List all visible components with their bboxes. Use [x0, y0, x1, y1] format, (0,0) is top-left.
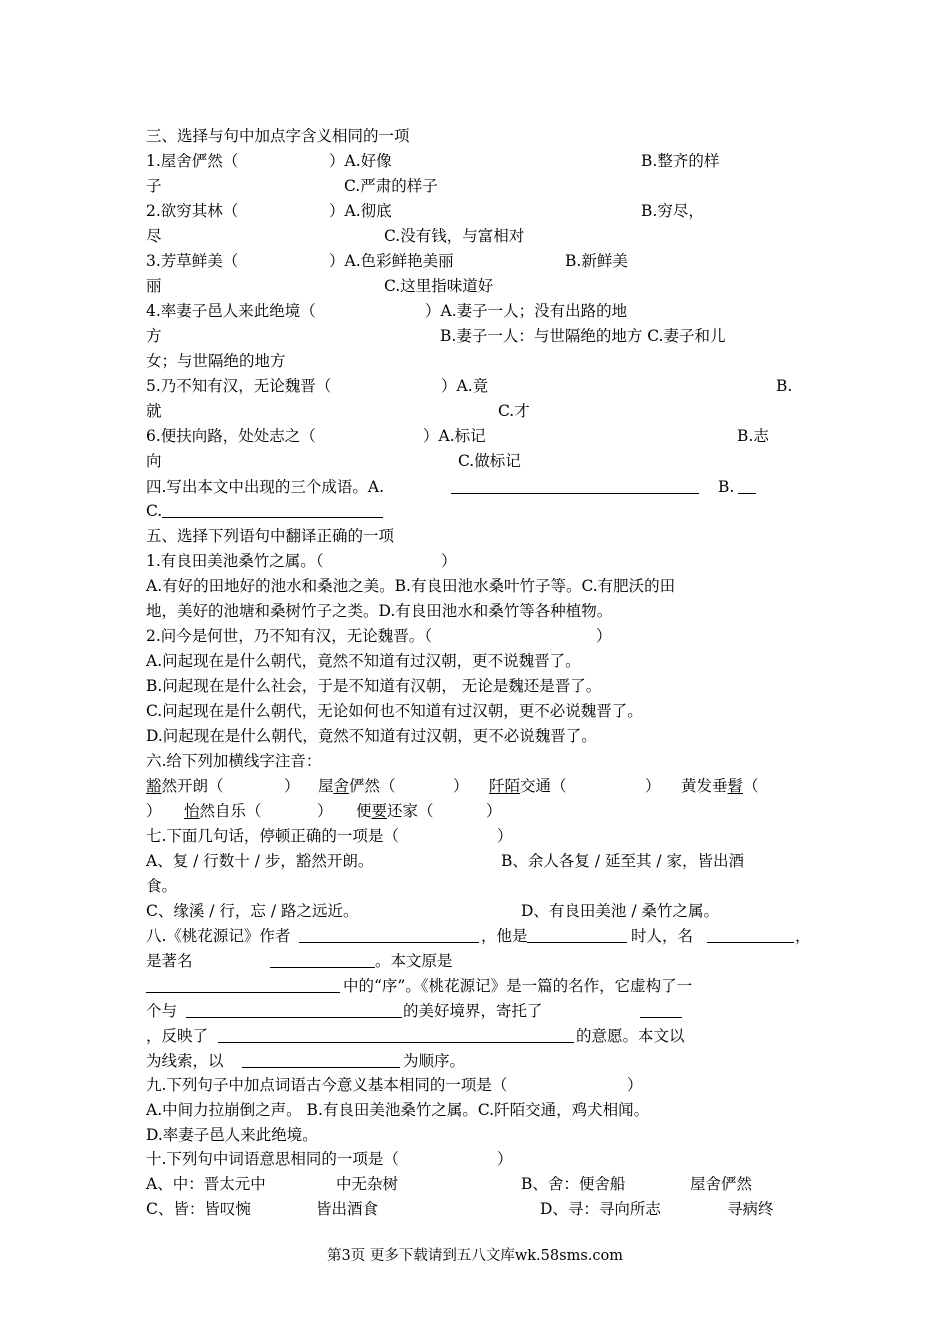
- s6-word-6-rest: 还家（: [387, 802, 434, 820]
- s3-q6-option-a: ）A.标记: [423, 427, 486, 445]
- s8-blank-name[interactable]: [707, 929, 794, 943]
- s6-word-3-rest: 交通（: [520, 777, 567, 795]
- s6-word-1: [146, 776, 224, 796]
- section-3-title: 三、选择与句中加点字含义相同的一项: [146, 127, 410, 145]
- s10-option-a-1: A、中：晋太元中: [146, 1175, 266, 1193]
- s3-q3-stem: 3.芳草鲜美（: [146, 252, 239, 270]
- s10-option-d-1: D、寻：寻向所志: [540, 1200, 661, 1218]
- s3-q3-option-c: C.这里指味道好: [384, 277, 494, 295]
- s3-q4-continuation-2: 女；与世隔绝的地方: [146, 352, 286, 370]
- s3-q6-stem: 6.便扶向路，处处志之（: [146, 427, 316, 445]
- s6-word-2-pre: 屋: [318, 777, 334, 795]
- s8-blank-collection[interactable]: [146, 979, 340, 993]
- s8-text-13: 为顺序。: [403, 1052, 466, 1070]
- s8-text-5: 是著名: [146, 952, 193, 970]
- s6-word-6-close: ）: [486, 802, 502, 820]
- s6-word-1-rest: 然开朗（: [161, 777, 224, 795]
- s7-paren-close: ）: [497, 827, 513, 845]
- s3-q2-continuation: 尽: [146, 227, 162, 245]
- s6-word-3-underlined: 阡陌: [489, 777, 521, 795]
- s10-option-b-2: 屋舍俨然: [690, 1175, 753, 1193]
- s6-word-5-underlined: 怡: [184, 802, 200, 820]
- s3-q3-option-b: B.新鲜美: [565, 252, 628, 270]
- section-7-title: 七.下面几句话，停顿正确的一项是（: [146, 827, 399, 845]
- s6-word-1-close: ）: [284, 777, 300, 795]
- s8-blank-world[interactable]: [186, 1004, 402, 1018]
- s5-q2-option-c: C.问起现在是什么朝代，无论如何也不知道有过汉朝，更不必说魏晋了。: [146, 702, 643, 720]
- s3-q6-continuation: 向: [146, 452, 162, 470]
- s8-blank-author[interactable]: [299, 929, 479, 943]
- s7-option-c: C、缘溪 / 行，忘 / 路之远近。: [146, 902, 359, 920]
- s8-text-11: 的意愿。本文以: [576, 1027, 685, 1045]
- s8-text-12: 为线索，以: [146, 1052, 224, 1070]
- s3-q2-stem: 2.欲穷其林（: [146, 202, 239, 220]
- s3-q2-option-a: ）A.彻底: [329, 202, 392, 220]
- s8-blank-era[interactable]: [527, 929, 627, 943]
- s7-option-d: D、有良田美池 / 桑竹之属。: [521, 902, 720, 920]
- s3-q5-stem: 5.乃不知有汉，无论魏晋（: [146, 377, 332, 395]
- s6-word-6: [356, 801, 434, 821]
- s9-options-line-2: D.率妻子邑人来此绝境。: [146, 1126, 318, 1144]
- s3-q5-option-b: B.: [776, 377, 793, 395]
- s6-word-6-underlined: 要: [371, 802, 388, 820]
- s5-q1-options-line-2: 地，美好的池塘和桑树竹子之类。D.有良田池水和桑竹等各种植物。: [146, 602, 613, 620]
- s8-text-4: ，: [795, 927, 811, 945]
- s6-word-2: [318, 776, 396, 796]
- s4-answer-blank-a[interactable]: [451, 480, 699, 494]
- section-5-title: 五、选择下列语句中翻译正确的一项: [146, 527, 395, 545]
- s8-blank-order[interactable]: [242, 1054, 400, 1068]
- s3-q5-option-a: ）A.竟: [441, 377, 489, 395]
- s3-q1-option-b: B.整齐的样: [641, 152, 720, 170]
- s3-q3-option-a: ）A.色彩鲜艳美丽: [329, 252, 454, 270]
- s5-q1-paren-close: ）: [441, 552, 457, 570]
- s8-blank-reflect[interactable]: [218, 1029, 574, 1043]
- s8-text-3: 时人，名: [631, 927, 694, 945]
- s10-option-a-2: 中无杂树: [336, 1175, 399, 1193]
- s10-option-b-1: B、舍：便舍船: [521, 1175, 626, 1193]
- s10-option-c-2: 皆出酒食: [316, 1200, 379, 1218]
- s3-q1-continuation: 子: [146, 177, 162, 195]
- s3-q5-continuation: 就: [146, 402, 162, 420]
- s3-q4-option-bc: B.妻子一人：与世隔绝的地方 C.妻子和儿: [440, 327, 726, 345]
- s5-q2-stem: 2.问今是何世，乃不知有汉，无论魏晋。（: [146, 627, 433, 645]
- s10-option-d-2: 寻病终: [727, 1200, 774, 1218]
- section-9-title: 九.下列句子中加点词语古今意义基本相同的一项是（: [146, 1076, 508, 1094]
- s3-q1-stem: 1.屋舍俨然（: [146, 152, 239, 170]
- s3-q2-option-c: C.没有钱，与富相对: [384, 227, 525, 245]
- section-6-title: 六.给下列加横线字注音：: [146, 752, 322, 770]
- s7-option-b-continuation: 食。: [146, 877, 178, 895]
- s6-word-4-close: ）: [146, 802, 162, 820]
- s3-q3-continuation: 丽: [146, 277, 162, 295]
- s6-word-2-underlined: 舍: [333, 777, 350, 795]
- s4-label-c: C.: [146, 502, 163, 520]
- s8-text-9: 的美好境界，寄托了: [403, 1002, 543, 1020]
- s6-word-2-close: ）: [453, 777, 469, 795]
- s3-q4-continuation: 方: [146, 327, 162, 345]
- s3-q4-option-a: ）A.妻子一人；没有出路的地: [425, 302, 628, 320]
- s3-q6-option-b: B.志: [737, 427, 769, 445]
- s6-word-4: [681, 776, 759, 796]
- s6-word-4-underlined: 髫: [727, 777, 744, 795]
- s8-text-6: 。本文原是: [375, 952, 453, 970]
- s4-answer-blank-c[interactable]: [162, 504, 383, 518]
- s8-text-7: 中的“序”。《桃花源记》是一篇的名作，它虚构了一: [343, 977, 693, 995]
- s6-word-4-pre: 黄发垂: [681, 777, 728, 795]
- section-10-title: 十.下列句中词语意思相同的一项是（: [146, 1150, 399, 1168]
- s6-word-3-close: ）: [645, 777, 661, 795]
- s4-label-b: B.: [718, 478, 735, 496]
- s6-word-6-pre: 便: [356, 802, 372, 820]
- s9-paren-close: ）: [627, 1076, 643, 1094]
- s4-answer-blank-b[interactable]: [738, 480, 756, 494]
- page-footer: 第3页 更多下载请到五八文库wk.58sms.com: [327, 1248, 623, 1264]
- s6-word-4-open: （: [743, 777, 759, 795]
- s3-q5-option-c: C.才: [498, 402, 530, 420]
- s6-word-5: [184, 801, 262, 821]
- s3-q4-stem: 4.率妻子邑人来此绝境（: [146, 302, 316, 320]
- s8-text-10: ，反映了: [146, 1027, 209, 1045]
- s3-q2-option-b: B.穷尽，: [641, 202, 704, 220]
- s8-text-2: ，他是: [481, 927, 528, 945]
- s9-options-line-1: A.中间力拉崩倒之声。 B.有良田美池桑竹之属。C.阡陌交通，鸡犬相闻。: [146, 1101, 650, 1119]
- s7-option-b: B、余人各复 / 延至其 / 家，皆出酒: [501, 852, 745, 870]
- s6-word-5-close: ）: [317, 802, 333, 820]
- s6-word-1-underlined: 豁: [146, 777, 162, 795]
- s5-q1-stem: 1.有良田美池桑竹之属。（: [146, 552, 324, 570]
- s3-q1-option-a: ）A.好像: [329, 152, 392, 170]
- s5-q2-paren-close: ）: [596, 627, 612, 645]
- s10-option-c-1: C、皆：皆叹惋: [146, 1200, 251, 1218]
- s6-word-3: [489, 776, 567, 796]
- section-4-title: 四.写出本文中出现的三个成语。A.: [146, 478, 385, 496]
- s10-paren-close: ）: [497, 1150, 513, 1168]
- s6-word-5-rest: 然自乐（: [199, 802, 262, 820]
- s5-q2-option-b: B.问起现在是什么社会，于是不知道有汉朝， 无论是魏还是晋了。: [146, 677, 602, 695]
- s5-q2-option-a: A.问起现在是什么朝代，竟然不知道有过汉朝，更不说魏晋了。: [146, 652, 581, 670]
- s6-word-2-rest: 俨然（: [349, 777, 396, 795]
- s8-text-8: 个与: [146, 1002, 178, 1020]
- s8-text-1: 八.《桃花源记》作者: [146, 927, 291, 945]
- s7-option-a: A、复 / 行数十 / 步，豁然开朗。: [146, 852, 374, 870]
- s3-q6-option-c: C.做标记: [458, 452, 521, 470]
- s8-blank-famous[interactable]: [270, 954, 375, 968]
- s5-q2-option-d: D.问起现在是什么朝代，竟然不知道有过汉朝，更不必说魏晋了。: [146, 727, 597, 745]
- s3-q1-option-c: C.严肃的样子: [344, 177, 438, 195]
- s5-q1-options-line-1: A.有好的田地好的池水和桑池之美。B.有良田池水桑叶竹子等。C.有肥沃的田: [146, 577, 676, 595]
- s8-blank-entrust[interactable]: [640, 1004, 682, 1018]
